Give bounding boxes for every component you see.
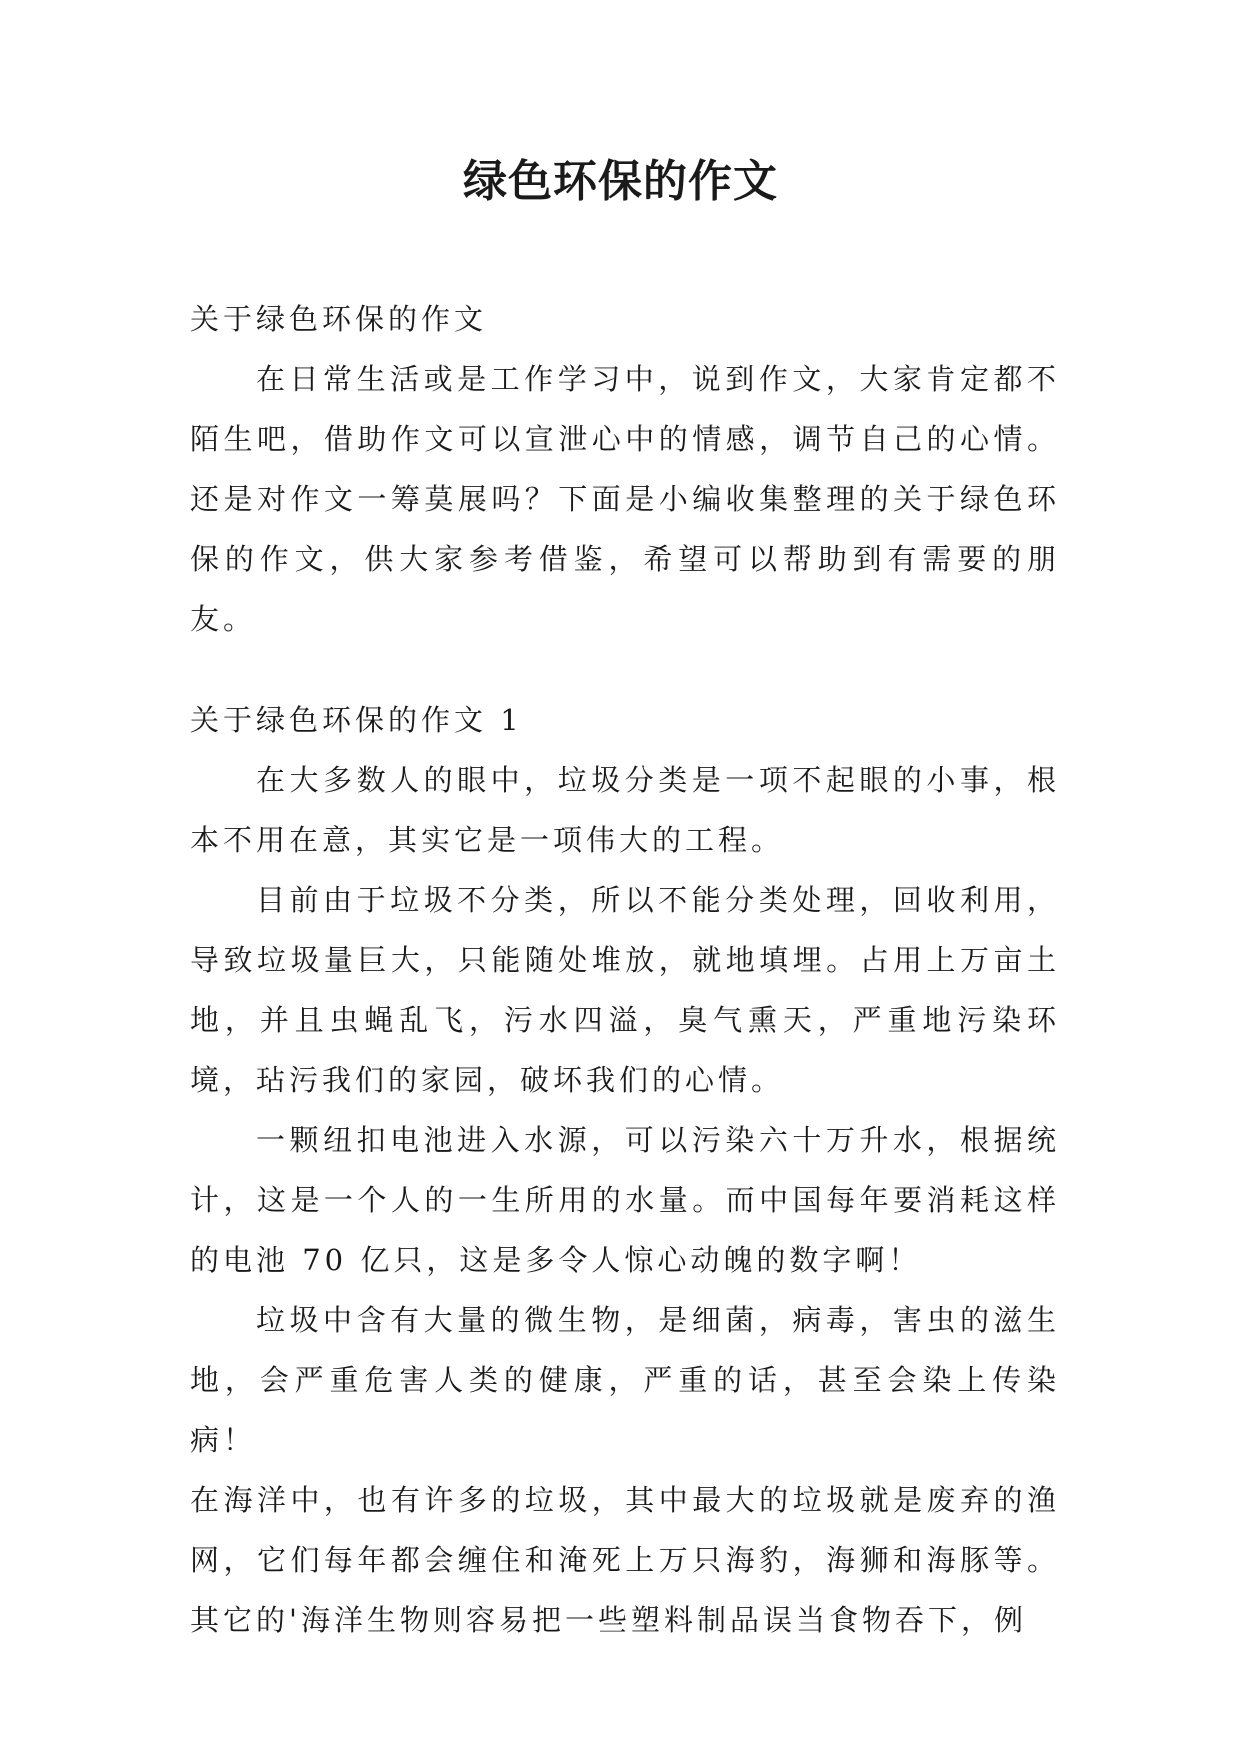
essay-1-paragraph: 目前由于垃圾不分类，所以不能分类处理，回收利用，导致垃圾量巨大，只能随处堆放，就地填埋。占用上万亩土地，并且虫蝇乱飞，污水四溢，臭气熏天，严重地污染环境，玷污我们的家园，破坏我们的心情。 — [190, 883, 1060, 1097]
essay-1-paragraph: 垃圾中含有大量的微生物，是细菌，病毒，害虫的滋生地，会严重危害人类的健康，严重的话，甚至会染上传染病！ — [190, 1303, 1060, 1457]
essay-1-continuation: 在海洋中，也有许多的垃圾，其中最大的垃圾就是废弃的渔网，它们每年都会缠住和淹死上万只海豹，海狮和海豚等。其它的'海洋生物则容易把一些塑料制品误当食物吞下，例 — [190, 1483, 1060, 1637]
essay-1-paragraph: 在大多数人的眼中，垃圾分类是一项不起眼的小事，根本不用在意，其实它是一项伟大的工程。 — [190, 763, 1060, 857]
intro-heading: 关于绿色环保的作文 — [190, 302, 488, 336]
essay-1-section — [190, 690, 1060, 1650]
intro-paragraph: 在日常生活或是工作学习中，说到作文，大家肯定都不陌生吧，借助作文可以宣泄心中的情感，调节自己的心情。还是对作文一筹莫展吗？下面是小编收集整理的关于绿色环保的作文，供大家参考借鉴，希望可以帮助到有需要的朋友。 — [190, 362, 1060, 636]
essay-1-heading: 关于绿色环保的作文 1 — [190, 703, 523, 737]
intro-section — [190, 289, 1060, 649]
essay-1-paragraph: 一颗纽扣电池进入水源，可以污染六十万升水，根据统计，这是一个人的一生所用的水量。而中国每年要消耗这样的电池 70 亿只，这是多令人惊心动魄的数字啊！ — [190, 1123, 1060, 1277]
document-title: 绿色环保的作文 — [463, 156, 778, 207]
